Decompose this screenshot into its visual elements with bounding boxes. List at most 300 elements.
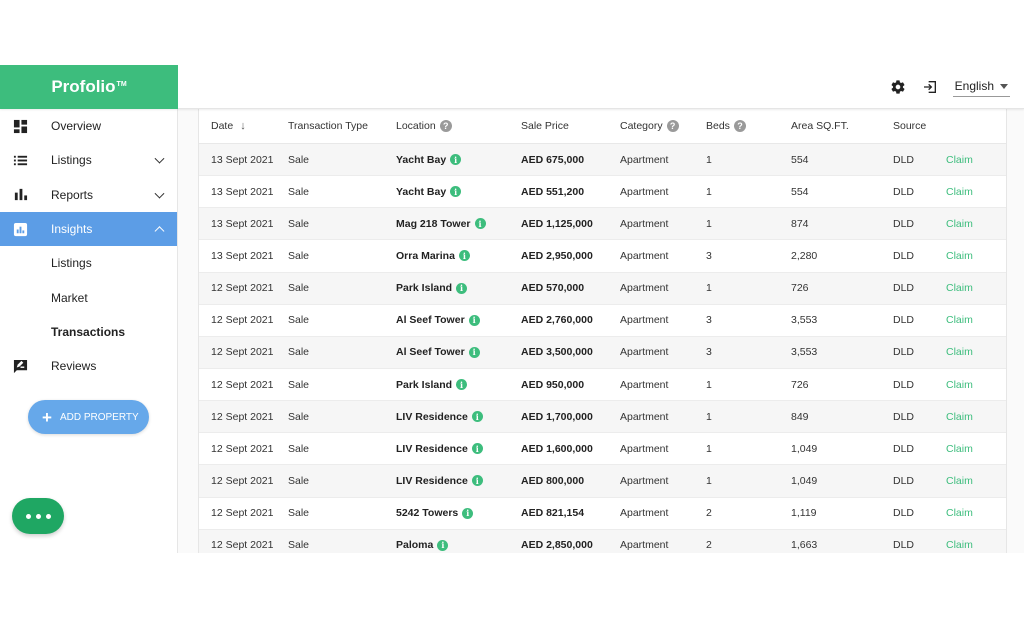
area-value: 2,280 xyxy=(791,249,818,262)
beds-value: 1 xyxy=(706,410,712,423)
info-icon[interactable]: i xyxy=(437,540,448,551)
type-value: Sale xyxy=(288,378,310,391)
type-value: Sale xyxy=(288,507,310,520)
cell-date xyxy=(199,154,288,166)
plus-icon: + xyxy=(42,407,52,427)
cell-action xyxy=(946,475,996,487)
trademark: TM xyxy=(116,80,127,88)
beds-value: 2 xyxy=(706,507,712,520)
beds-value: 3 xyxy=(706,249,712,262)
date-value: 12 Sept 2021 xyxy=(211,346,274,359)
insights-icon xyxy=(12,221,28,237)
area-value: 554 xyxy=(791,153,809,166)
cell-sale-price xyxy=(521,379,620,391)
cell-action xyxy=(946,186,996,198)
cell-location xyxy=(396,154,521,166)
price-value: AED 570,000 xyxy=(521,282,585,295)
location-value: Al Seef Tower xyxy=(396,346,465,359)
category-value: Apartment xyxy=(620,474,669,487)
help-icon[interactable]: ? xyxy=(734,120,746,132)
sidebar-item-label: Listings xyxy=(51,153,92,168)
date-value: 12 Sept 2021 xyxy=(211,507,274,520)
type-value: Sale xyxy=(288,282,310,295)
source-value: DLD xyxy=(893,346,915,359)
column-sale-price xyxy=(521,120,620,132)
column-date[interactable] xyxy=(199,120,288,132)
cell-category xyxy=(620,218,706,230)
cell-action xyxy=(946,379,996,391)
review-icon xyxy=(12,358,28,374)
category-value: Apartment xyxy=(620,282,669,295)
location-value: Mag 218 Tower xyxy=(396,217,471,230)
top-bar xyxy=(0,65,1024,109)
column-label: Source xyxy=(893,120,927,132)
cell-action xyxy=(946,282,996,294)
source-value: DLD xyxy=(893,539,915,552)
cell-date xyxy=(199,346,288,358)
location-value: Orra Marina xyxy=(396,249,455,262)
cell-source xyxy=(893,475,946,487)
cell-beds xyxy=(706,186,791,198)
sidebar-item-label: Insights xyxy=(51,222,93,237)
cell-transaction-type xyxy=(288,475,396,487)
price-value: AED 2,760,000 xyxy=(521,314,593,327)
info-icon[interactable]: i xyxy=(472,475,483,486)
date-value: 13 Sept 2021 xyxy=(211,249,274,262)
category-value: Apartment xyxy=(620,507,669,520)
table-row[interactable] xyxy=(199,273,1006,305)
sort-down-icon[interactable]: ↓ xyxy=(240,120,246,132)
cell-date xyxy=(199,411,288,423)
cell-area xyxy=(791,539,893,551)
column-label: Date xyxy=(211,120,234,132)
claim-link[interactable]: Claim xyxy=(946,507,973,520)
cell-action xyxy=(946,218,996,230)
cell-area xyxy=(791,379,893,391)
area-value: 726 xyxy=(791,378,809,391)
cell-area xyxy=(791,475,893,487)
more-icon[interactable] xyxy=(12,498,64,534)
cell-category xyxy=(620,314,706,326)
cell-area xyxy=(791,154,893,166)
info-icon[interactable]: i xyxy=(450,154,461,165)
location-value: 5242 Towers xyxy=(396,507,459,520)
cell-date xyxy=(199,186,288,198)
cell-source xyxy=(893,186,946,198)
cell-sale-price xyxy=(521,539,620,551)
cell-action xyxy=(946,539,996,551)
type-value: Sale xyxy=(288,314,310,327)
cell-source xyxy=(893,250,946,262)
cell-date xyxy=(199,282,288,294)
area-value: 1,049 xyxy=(791,474,818,487)
cell-location xyxy=(396,507,521,519)
category-value: Apartment xyxy=(620,378,669,391)
location-value: Park Island xyxy=(396,378,453,391)
cell-category xyxy=(620,443,706,455)
language-label: English xyxy=(954,79,994,93)
cell-action xyxy=(946,411,996,423)
chevron-up-icon xyxy=(155,226,165,236)
area-value: 1,049 xyxy=(791,442,818,455)
cell-source xyxy=(893,218,946,230)
list-icon xyxy=(12,152,28,168)
table-row[interactable] xyxy=(199,337,1006,369)
date-value: 12 Sept 2021 xyxy=(211,378,274,391)
table-row[interactable] xyxy=(199,144,1006,176)
sidebar-item-label: Reports xyxy=(51,187,94,202)
cell-date xyxy=(199,250,288,262)
cell-area xyxy=(791,443,893,455)
cell-beds xyxy=(706,314,791,326)
price-value: AED 2,850,000 xyxy=(521,539,593,552)
logout-icon[interactable] xyxy=(921,78,939,96)
date-value: 12 Sept 2021 xyxy=(211,442,274,455)
cell-transaction-type xyxy=(288,411,396,423)
chevron-down-icon xyxy=(1000,84,1008,89)
price-value: AED 800,000 xyxy=(521,474,585,487)
cell-transaction-type xyxy=(288,154,396,166)
cell-beds xyxy=(706,218,791,230)
table-body xyxy=(199,144,1006,553)
beds-value: 1 xyxy=(706,185,712,198)
brand-name: Profolio xyxy=(51,77,116,96)
cell-area xyxy=(791,282,893,294)
column-label: Transaction Type xyxy=(288,120,368,132)
claim-link[interactable]: Claim xyxy=(946,539,973,552)
date-value: 13 Sept 2021 xyxy=(211,185,274,198)
cell-location xyxy=(396,475,521,487)
cell-category xyxy=(620,379,706,391)
column-location xyxy=(396,120,521,132)
table-row[interactable] xyxy=(199,465,1006,497)
cell-sale-price xyxy=(521,475,620,487)
help-icon[interactable]: ? xyxy=(667,120,679,132)
source-value: DLD xyxy=(893,249,915,262)
table-row[interactable] xyxy=(199,369,1006,401)
cell-source xyxy=(893,154,946,166)
dot xyxy=(46,514,51,519)
top-actions xyxy=(889,65,1010,109)
cell-sale-price xyxy=(521,507,620,519)
claim-link[interactable]: Claim xyxy=(946,442,973,455)
sidebar-item-insights[interactable] xyxy=(0,212,177,246)
column-label: Beds xyxy=(706,120,730,132)
cell-sale-price xyxy=(521,218,620,230)
date-value: 12 Sept 2021 xyxy=(211,539,274,552)
sidebar-subitem-listings[interactable]: Listings xyxy=(51,256,92,271)
claim-link[interactable]: Claim xyxy=(946,378,973,391)
info-icon[interactable]: i xyxy=(459,250,470,261)
table-row[interactable] xyxy=(199,208,1006,240)
area-value: 3,553 xyxy=(791,314,818,327)
beds-value: 1 xyxy=(706,442,712,455)
cell-transaction-type xyxy=(288,186,396,198)
cell-beds xyxy=(706,443,791,455)
cell-category xyxy=(620,411,706,423)
cell-action xyxy=(946,443,996,455)
table-row[interactable] xyxy=(199,240,1006,272)
cell-beds xyxy=(706,250,791,262)
sidebar-item-reports[interactable] xyxy=(0,178,177,212)
location-value: Yacht Bay xyxy=(396,153,447,166)
cell-sale-price xyxy=(521,411,620,423)
location-value: Paloma xyxy=(396,539,434,552)
cell-category xyxy=(620,507,706,519)
cell-category xyxy=(620,346,706,358)
sidebar-subitem-transactions[interactable]: Transactions xyxy=(51,324,126,339)
area-value: 554 xyxy=(791,185,809,198)
source-value: DLD xyxy=(893,442,915,455)
cell-category xyxy=(620,154,706,166)
cell-transaction-type xyxy=(288,379,396,391)
cell-location xyxy=(396,186,521,198)
sidebar-item-label: Overview xyxy=(51,119,102,134)
cell-source xyxy=(893,539,946,551)
app-window xyxy=(0,65,1024,553)
type-value: Sale xyxy=(288,249,310,262)
source-value: DLD xyxy=(893,217,915,230)
price-value: AED 551,200 xyxy=(521,185,585,198)
cell-transaction-type xyxy=(288,282,396,294)
cell-transaction-type xyxy=(288,250,396,262)
sidebar xyxy=(0,109,178,553)
cell-sale-price xyxy=(521,346,620,358)
gear-icon[interactable] xyxy=(889,78,907,96)
column-source xyxy=(893,120,946,132)
cell-location xyxy=(396,411,521,423)
cell-transaction-type xyxy=(288,346,396,358)
cell-sale-price xyxy=(521,154,620,166)
info-icon[interactable]: i xyxy=(469,315,480,326)
category-value: Apartment xyxy=(620,217,669,230)
beds-value: 1 xyxy=(706,474,712,487)
cell-location xyxy=(396,250,521,262)
language-select[interactable] xyxy=(953,77,1010,97)
sidebar-item-listings[interactable] xyxy=(0,143,177,177)
price-value: AED 1,125,000 xyxy=(521,217,593,230)
location-value: Park Island xyxy=(396,282,453,295)
chevron-down-icon xyxy=(155,154,165,164)
table-row[interactable] xyxy=(199,433,1006,465)
type-value: Sale xyxy=(288,346,310,359)
cell-location xyxy=(396,443,521,455)
category-value: Apartment xyxy=(620,185,669,198)
category-value: Apartment xyxy=(620,346,669,359)
table-header xyxy=(199,109,1006,144)
cell-category xyxy=(620,475,706,487)
claim-link[interactable]: Claim xyxy=(946,217,973,230)
table-row[interactable] xyxy=(199,176,1006,208)
type-value: Sale xyxy=(288,410,310,423)
info-icon[interactable]: i xyxy=(475,218,486,229)
claim-link[interactable]: Claim xyxy=(946,410,973,423)
info-icon[interactable]: i xyxy=(462,508,473,519)
help-icon[interactable]: ? xyxy=(440,120,452,132)
cell-transaction-type xyxy=(288,539,396,551)
cell-beds xyxy=(706,539,791,551)
location-value: LIV Residence xyxy=(396,442,468,455)
beds-value: 1 xyxy=(706,282,712,295)
cell-sale-price xyxy=(521,186,620,198)
beds-value: 2 xyxy=(706,539,712,552)
source-value: DLD xyxy=(893,314,915,327)
cell-transaction-type xyxy=(288,443,396,455)
table-row[interactable] xyxy=(199,498,1006,530)
source-value: DLD xyxy=(893,474,915,487)
area-value: 874 xyxy=(791,217,809,230)
price-value: AED 2,950,000 xyxy=(521,249,593,262)
cell-beds xyxy=(706,346,791,358)
cell-date xyxy=(199,507,288,519)
location-value: Yacht Bay xyxy=(396,185,447,198)
sidebar-item-reviews[interactable] xyxy=(0,349,177,383)
cell-action xyxy=(946,346,996,358)
claim-link[interactable]: Claim xyxy=(946,346,973,359)
cell-category xyxy=(620,282,706,294)
cell-action xyxy=(946,314,996,326)
info-icon[interactable]: i xyxy=(472,411,483,422)
claim-link[interactable]: Claim xyxy=(946,314,973,327)
cell-transaction-type xyxy=(288,507,396,519)
claim-link[interactable]: Claim xyxy=(946,153,973,166)
claim-link[interactable]: Claim xyxy=(946,185,973,198)
add-property-button[interactable] xyxy=(28,400,149,434)
beds-value: 1 xyxy=(706,217,712,230)
area-value: 1,119 xyxy=(791,507,817,520)
cell-source xyxy=(893,346,946,358)
date-value: 12 Sept 2021 xyxy=(211,282,274,295)
column-beds xyxy=(706,120,791,132)
cell-category xyxy=(620,186,706,198)
date-value: 12 Sept 2021 xyxy=(211,410,274,423)
sidebar-item-overview[interactable] xyxy=(0,109,177,143)
price-value: AED 950,000 xyxy=(521,378,585,391)
cell-source xyxy=(893,507,946,519)
beds-value: 3 xyxy=(706,346,712,359)
cell-location xyxy=(396,346,521,358)
type-value: Sale xyxy=(288,217,310,230)
transactions-table xyxy=(198,109,1007,553)
location-value: Al Seef Tower xyxy=(396,314,465,327)
beds-value: 1 xyxy=(706,378,712,391)
date-value: 13 Sept 2021 xyxy=(211,217,274,230)
cell-beds xyxy=(706,154,791,166)
table-row[interactable] xyxy=(199,530,1006,553)
cell-area xyxy=(791,186,893,198)
cell-area xyxy=(791,314,893,326)
info-icon[interactable]: i xyxy=(469,347,480,358)
cell-date xyxy=(199,314,288,326)
cell-source xyxy=(893,411,946,423)
type-value: Sale xyxy=(288,185,310,198)
category-value: Apartment xyxy=(620,153,669,166)
price-value: AED 3,500,000 xyxy=(521,346,593,359)
cell-beds xyxy=(706,507,791,519)
source-value: DLD xyxy=(893,410,915,423)
beds-value: 3 xyxy=(706,314,712,327)
info-icon[interactable]: i xyxy=(472,443,483,454)
beds-value: 1 xyxy=(706,153,712,166)
table-row[interactable] xyxy=(199,401,1006,433)
cell-beds xyxy=(706,411,791,423)
column-transaction-type xyxy=(288,120,396,132)
sidebar-subitem-market[interactable]: Market xyxy=(51,290,88,305)
info-icon[interactable]: i xyxy=(456,379,467,390)
brand-logo[interactable] xyxy=(0,65,178,109)
category-value: Apartment xyxy=(620,249,669,262)
cell-action xyxy=(946,507,996,519)
column-area xyxy=(791,120,893,132)
cell-action xyxy=(946,250,996,262)
cell-source xyxy=(893,443,946,455)
type-value: Sale xyxy=(288,474,310,487)
add-property-label: ADD PROPERTY xyxy=(59,411,139,423)
info-icon[interactable]: i xyxy=(450,186,461,197)
cell-source xyxy=(893,379,946,391)
area-value: 1,663 xyxy=(791,539,818,552)
cell-transaction-type xyxy=(288,218,396,230)
claim-link[interactable]: Claim xyxy=(946,282,973,295)
cell-sale-price xyxy=(521,443,620,455)
column-label: Location xyxy=(396,120,436,132)
info-icon[interactable]: i xyxy=(456,283,467,294)
cell-category xyxy=(620,250,706,262)
cell-beds xyxy=(706,475,791,487)
source-value: DLD xyxy=(893,282,915,295)
dot xyxy=(36,514,41,519)
cell-sale-price xyxy=(521,282,620,294)
date-value: 13 Sept 2021 xyxy=(211,153,274,166)
price-value: AED 821,154 xyxy=(521,507,585,520)
claim-link[interactable]: Claim xyxy=(946,474,973,487)
cell-category xyxy=(620,539,706,551)
chevron-down-icon xyxy=(155,188,165,198)
type-value: Sale xyxy=(288,442,310,455)
cell-location xyxy=(396,282,521,294)
bar-chart-icon xyxy=(12,187,28,203)
column-label: Area SQ.FT. xyxy=(791,120,849,132)
cell-beds xyxy=(706,379,791,391)
cell-beds xyxy=(706,282,791,294)
date-value: 12 Sept 2021 xyxy=(211,314,274,327)
cell-date xyxy=(199,218,288,230)
area-value: 3,553 xyxy=(791,346,818,359)
cell-area xyxy=(791,507,893,519)
cell-date xyxy=(199,475,288,487)
cell-action xyxy=(946,154,996,166)
cell-source xyxy=(893,282,946,294)
cell-source xyxy=(893,314,946,326)
type-value: Sale xyxy=(288,153,310,166)
cell-transaction-type xyxy=(288,314,396,326)
dot xyxy=(26,514,31,519)
cell-date xyxy=(199,443,288,455)
column-label: Category xyxy=(620,120,663,132)
type-value: Sale xyxy=(288,539,310,552)
cell-location xyxy=(396,218,521,230)
dashboard-icon xyxy=(12,118,28,134)
claim-link[interactable]: Claim xyxy=(946,249,973,262)
cell-date xyxy=(199,539,288,551)
table-row[interactable] xyxy=(199,305,1006,337)
price-value: AED 1,700,000 xyxy=(521,410,593,423)
area-value: 849 xyxy=(791,410,809,423)
source-value: DLD xyxy=(893,507,915,520)
cell-area xyxy=(791,346,893,358)
date-value: 12 Sept 2021 xyxy=(211,474,274,487)
source-value: DLD xyxy=(893,185,915,198)
